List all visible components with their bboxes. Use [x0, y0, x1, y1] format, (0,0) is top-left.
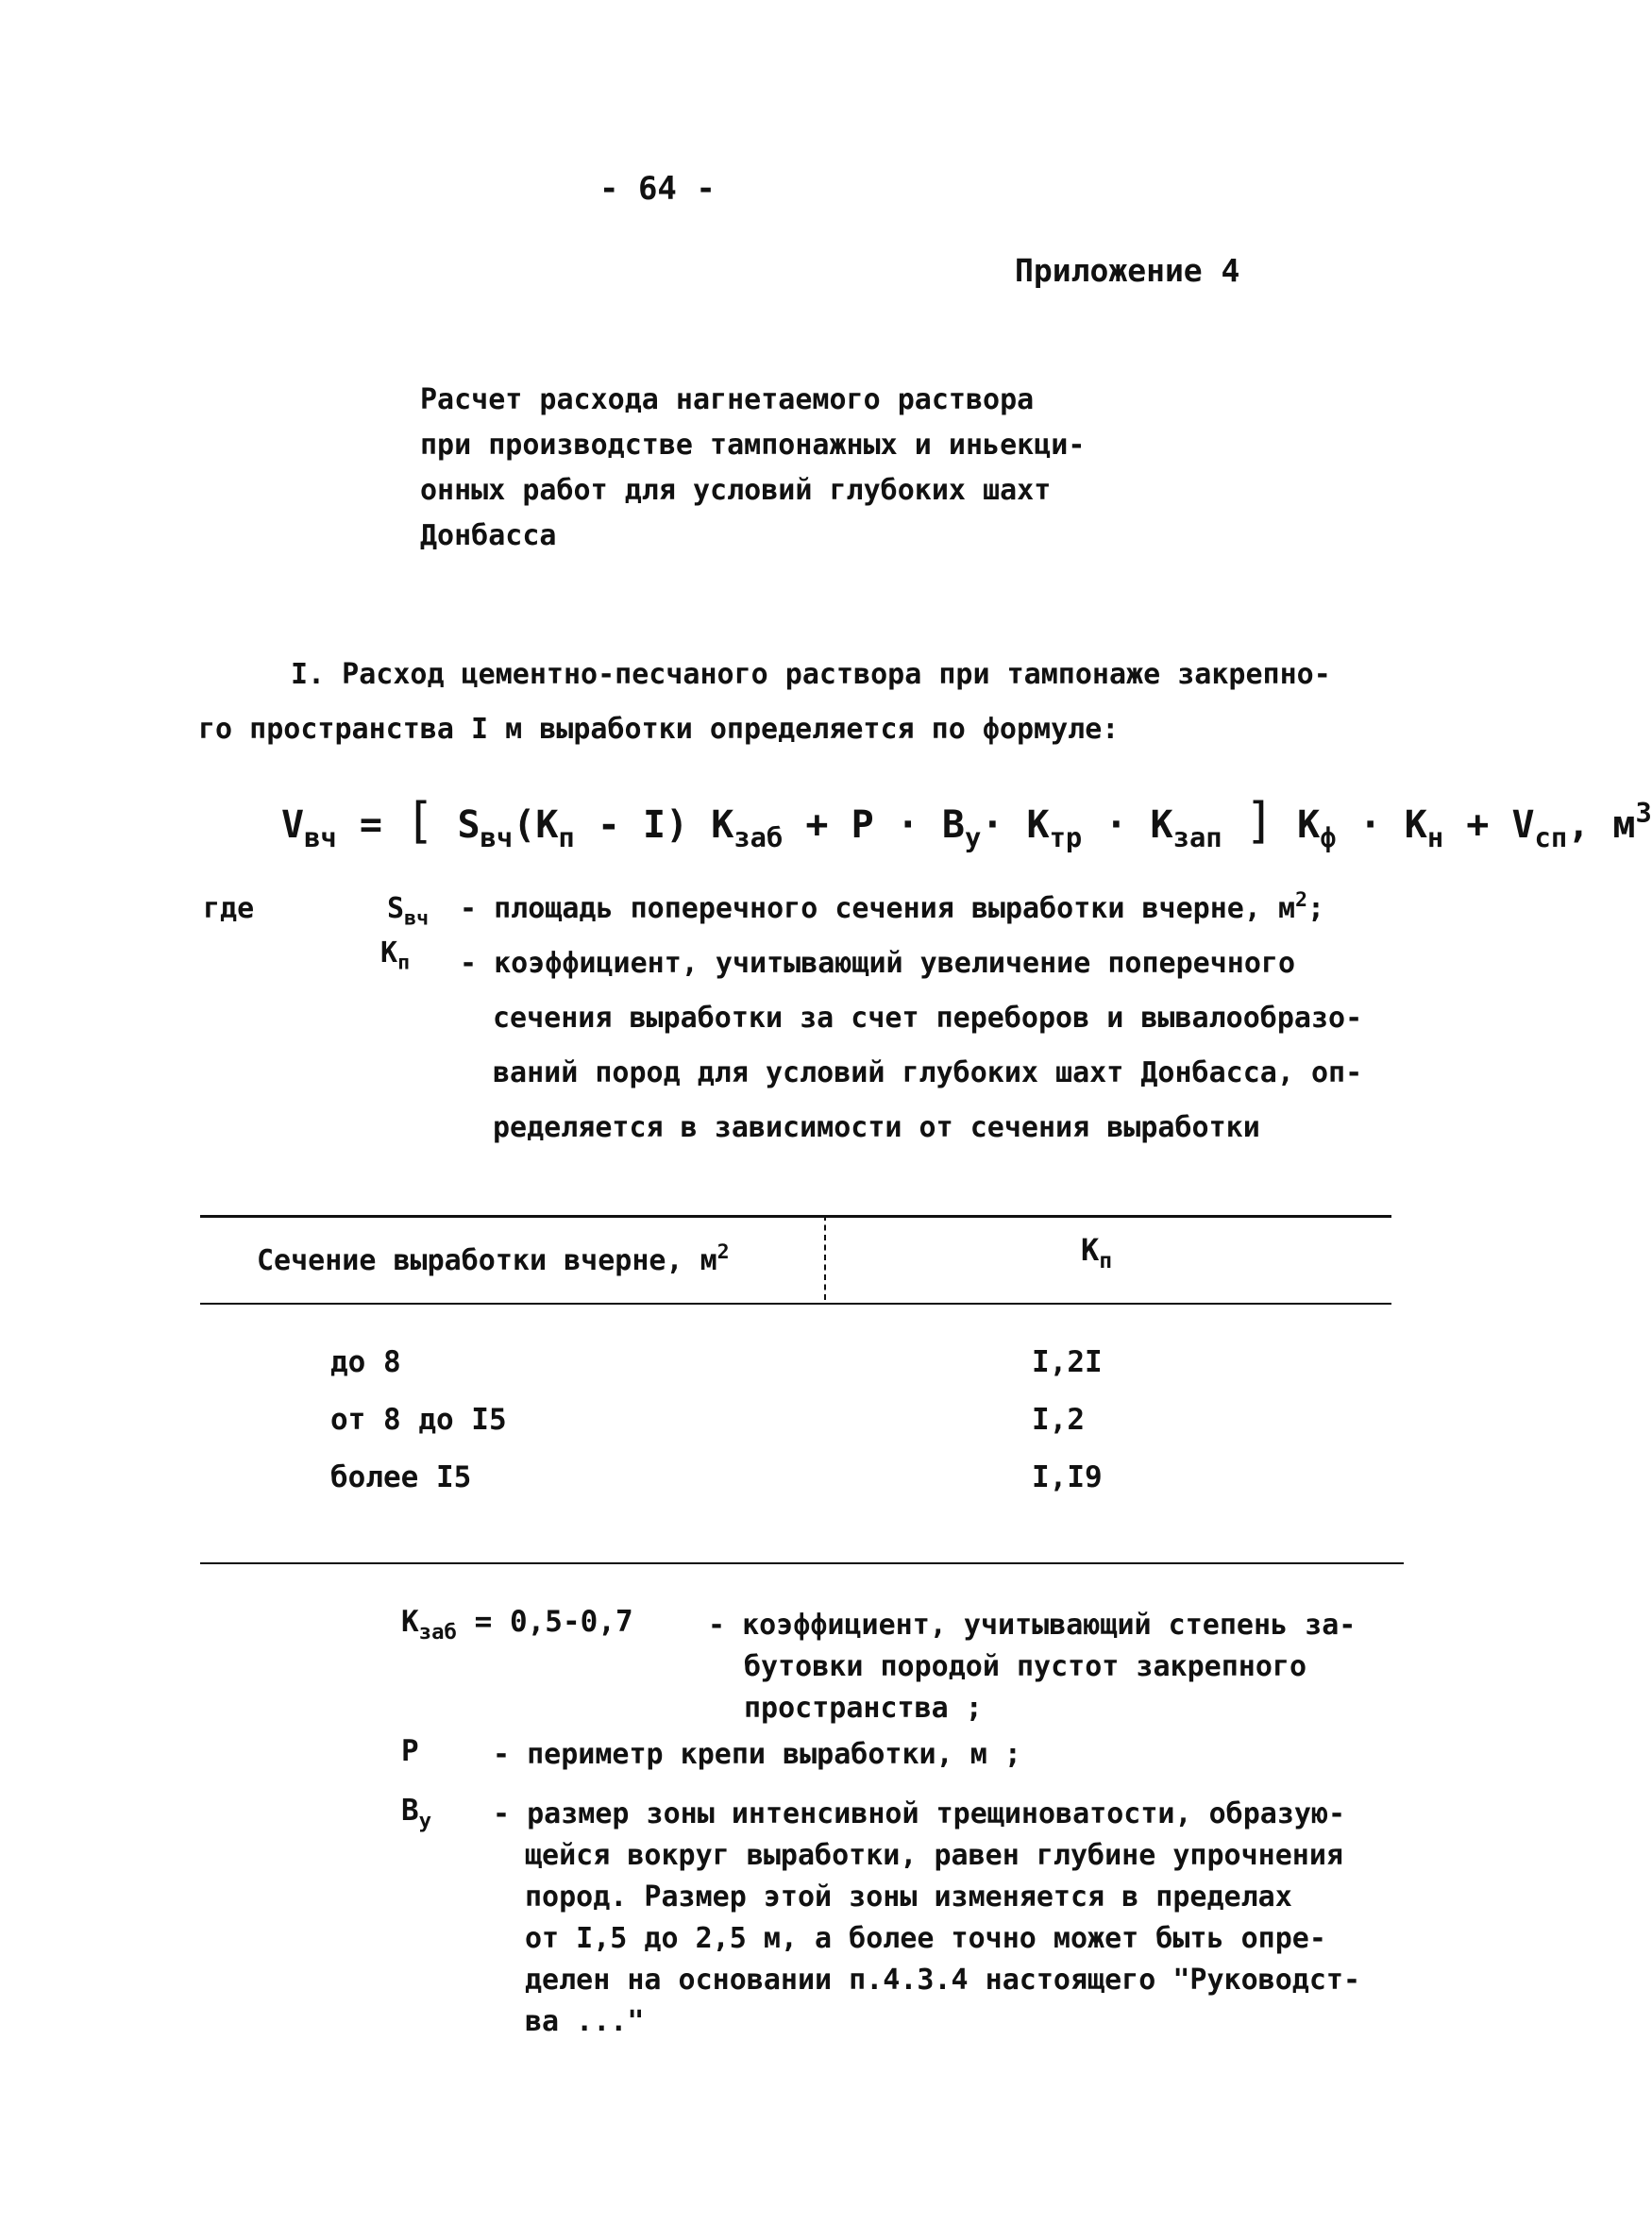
intro-line: го пространства I м выработки определяется по формуле:: [198, 713, 1120, 746]
definition-symbol: $В_у$: [401, 1794, 432, 1833]
intro-paragraph: [198, 648, 1331, 757]
table-cell-coef: I,I9: [1032, 1460, 1103, 1494]
where-label: где: [203, 892, 255, 925]
title-line: Донбасса: [420, 519, 557, 552]
intro-line: I. Расход цементно-песчаного раствора при тампонаже закрепно-: [291, 658, 1331, 691]
document-title: [420, 378, 1085, 559]
title-line: Расчет расхода нагнетаемого раствора: [420, 383, 1035, 416]
table-cell-coef: I,2: [1032, 1403, 1085, 1437]
definition-text: - размер зоны интенсивной трещиноватости, образую- щейся вокруг выработки, равен глубине упрочнения пород. Размер этой зоны изменяется в пределах от I,5 до 2,5 м, а более точно может быть опре- делен на основании п.4.3.4 настоящего "Руководст- ва ...": [493, 1797, 1361, 2038]
definition-text: - коэффициент, учитывающий увеличение поперечного сечения выработки за счет переборов и вывалообразо- ваний пород для условий глубоких шахт Донбасса, оп- ределяется в зависимости от сечения выработки: [460, 947, 1363, 1144]
definition-symbol: $К_{заб} = 0,5-0,7$: [401, 1605, 633, 1644]
definition-symbol: $К_п$: [380, 936, 411, 975]
appendix-label: Приложение 4: [1015, 252, 1240, 289]
definition-text: - периметр крепи выработки, м ;: [493, 1738, 1021, 1771]
table-top-rule: [200, 1215, 1391, 1218]
table-cell-section: до 8: [330, 1345, 401, 1379]
bracket-open: [: [405, 793, 435, 850]
definition-symbol: Р: [401, 1734, 419, 1768]
page-number: - 64 -: [599, 170, 716, 208]
table-cell-section: более I5: [330, 1460, 472, 1494]
definition-text: - площадь поперечного сечения выработки вчерне, $м^2$;: [460, 888, 1325, 925]
table-bottom-rule: [200, 1562, 1404, 1564]
table-header-section: Сечение выработки вчерне, $м^2$: [257, 1240, 730, 1277]
table-cell-section: от 8 до I5: [330, 1403, 507, 1437]
formula: $V_{вч}$ = [ $S_{вч}(К_п - I) К_{заб} + P \cdot B_у\cdot К_{тр} \cdot К_{зап}$ ] $К_ф \cdot К_н + V_{сп}$, $м^3$: [281, 793, 1652, 854]
table-header-coef: $К_п$: [1081, 1232, 1113, 1274]
title-line: онных работ для условий глубоких шахт: [420, 474, 1052, 507]
definition-symbol: $S_{вч}$: [387, 892, 430, 931]
table-header-rule: [200, 1303, 1391, 1305]
table-cell-coef: I,2I: [1032, 1345, 1103, 1379]
table-column-divider: [824, 1215, 828, 1300]
bracket-close: ]: [1244, 793, 1275, 850]
definition-text: - коэффициент, учитывающий степень за- бутовки породой пустот закрепного пространства ;: [708, 1609, 1357, 1725]
title-line: при производстве тампонажных и иньекци-: [420, 429, 1086, 462]
